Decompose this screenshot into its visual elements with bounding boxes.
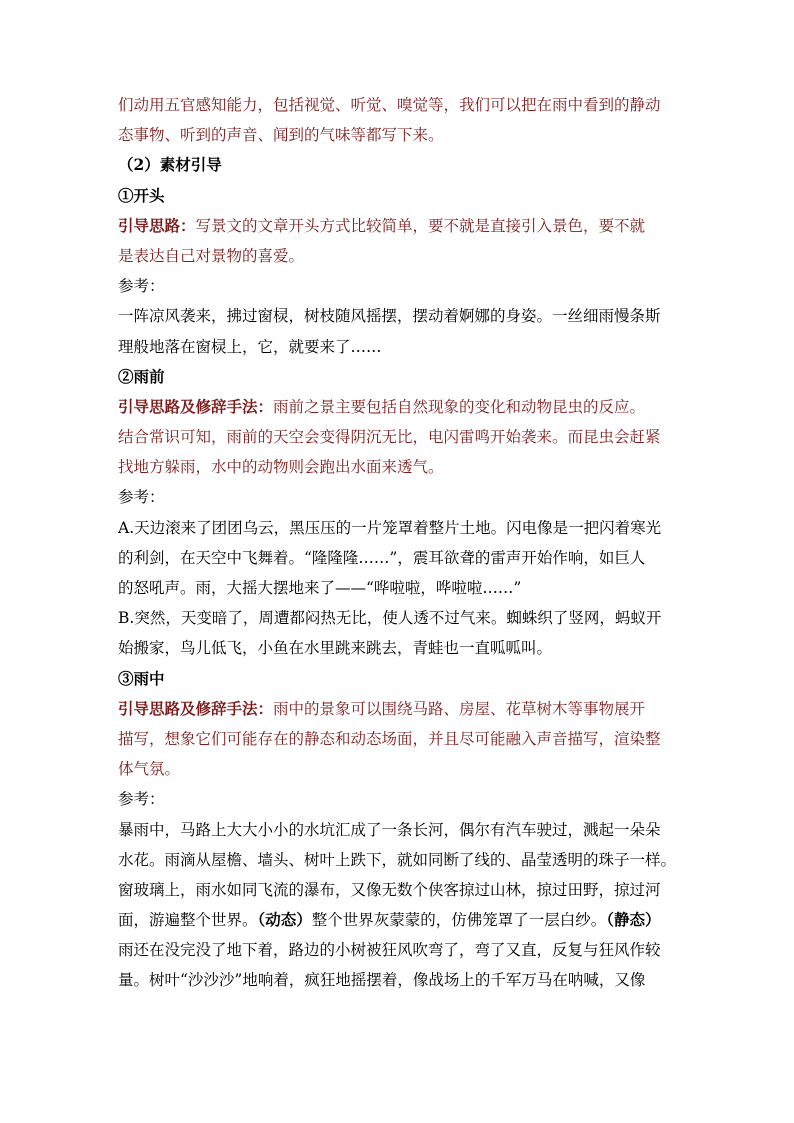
text-run: 整个世界灰蒙蒙的，仿佛笼罩了一层白纱。 [311,911,607,930]
text-run: 的怒吼声。雨，大摇大摆地来了——“哗啦啦，哗啦啦……” [118,579,522,597]
text-run: 雨中的景象可以围绕马路、房屋、花草树木等事物展开 [273,699,646,718]
text-line [118,452,698,482]
text-run: （2）素材引导 [118,155,222,175]
text-line [118,965,698,995]
text-line [118,513,698,543]
text-run: ①开头 [118,185,165,205]
text-run: 写景文的文章开头方式比较简单，要不就是直接引入景色，要不就 [195,216,646,235]
text-line [118,664,698,694]
text-run: 引导思路： [118,215,196,235]
text-run: 是表达自己对景物的喜爱。 [118,246,305,265]
text-line [118,332,698,362]
text-run: 描写，想象它们可能存在的静态和动态场面，并且尽可能融入声音描写，渲染整 [118,729,661,748]
document-page [118,90,698,996]
text-run: 理般地落在窗棂上，它，就要来了…… [118,337,382,356]
text-line [118,181,698,211]
text-line [118,271,698,301]
text-run: 量。树叶“沙沙沙”地响着，疯狂地摇摆着，像战场上的千军万马在呐喊，又像 [118,971,646,990]
text-run: 雨还在没完没了地下着，路边的小树被狂风吹弯了，弯了又直，反复与狂风作较 [118,941,661,960]
text-line [118,603,698,633]
text-run: （静态） [606,910,661,930]
text-line [118,392,698,422]
text-run: B.突然，天变暗了，周遭都闷热无比，使人透不过气来。蜘蛛织了竖网，蚂蚁开 [118,609,662,628]
text-run: 结合常识可知，雨前的天空会变得阴沉无比，电闪雷鸣开始袭来。而昆虫会赶紧 [118,428,661,447]
text-line [118,754,698,784]
text-run: 窗玻璃上，雨水如同飞流的瀑布，又像无数个侠客掠过山林，掠过田野，掠过河 [118,880,661,899]
text-line [118,724,698,754]
text-run: （动态） [257,910,312,930]
text-line [118,905,698,935]
text-run: 们动用五官感知能力，包括视觉、听觉、嗅觉等，我们可以把在雨中看到的静动 [118,96,661,114]
text-line [118,845,698,875]
text-run: 引导思路及修辞手法： [118,396,274,416]
text-line [118,211,698,241]
text-line [118,573,698,603]
text-run: 引导思路及修辞手法： [118,698,274,718]
text-run: ②雨前 [118,366,165,386]
text-run: 参考： [118,277,165,296]
text-run: ③雨中 [118,668,165,688]
text-run: 参考： [118,488,165,507]
text-line [118,422,698,452]
text-run: 一阵凉风袭来，拂过窗棂，树枝随风摇摆，摆动着婀娜的身姿。一丝细雨慢条斯 [118,307,661,326]
text-run: A.天边滚来了团团乌云，黑压压的一片笼罩着整片土地。闪电像是一把闪着寒光 [118,518,662,537]
text-line [118,815,698,845]
text-line [118,90,698,120]
text-line [118,482,698,512]
text-line [118,784,698,814]
text-line [118,633,698,663]
text-line [118,694,698,724]
text-run: 始搬家，鸟儿低飞，小鱼在水里跳来跳去，青蛙也一直呱呱叫。 [118,639,553,658]
text-run: 水花。雨滴从屋檐、墙头、树叶上跌下，就如同断了线的、晶莹透明的珠子一样。 [118,850,677,869]
text-line [118,875,698,905]
text-line [118,150,698,180]
text-line [118,935,698,965]
text-run: 面，游遍整个世界。 [118,911,258,930]
text-line [118,120,698,150]
text-run: 态事物、听到的声音、闻到的气味等都写下来。 [118,126,444,145]
text-run: 雨前之景主要包括自然现象的变化和动物昆虫的反应。 [273,397,646,416]
text-run: 体气氛。 [118,760,181,779]
text-run: 暴雨中，马路上大大小小的水坑汇成了一条长河，偶尔有汽车驶过，溅起一朵朵 [118,820,661,839]
text-line [118,241,698,271]
text-run: 的利剑，在天空中飞舞着。“隆隆隆……”，震耳欲聋的雷声开始作响，如巨人 [118,548,646,567]
text-line [118,362,698,392]
text-run: 找地方躲雨，水中的动物则会跑出水面来透气。 [118,458,444,477]
text-run: 参考： [118,790,165,809]
text-line [118,301,698,331]
text-line [118,543,698,573]
